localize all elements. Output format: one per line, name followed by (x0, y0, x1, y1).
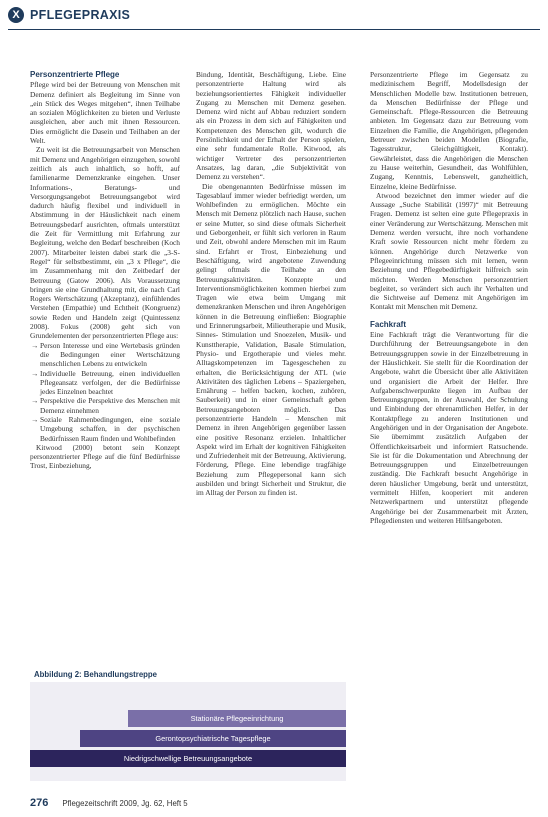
paragraph: Personzentrierte Pflege im Gegensatz zu medizinischem Begriff, Modellsdesign der Menschlichen Modelle bzw. Institutionen betreuen, da Menschen Bedürfnisse der Pflege und Gemeinschaft. Pflege-Ressourcen die Betreuung anbieten. Im Gegensatz dazu zur Betreuung vom Einzelnen die Familie, die Angehörigen, pflegenden Betreuer zwischen beiden Modellen (Biografie, Tagesstruktur, Gleichgültigkeit, Kontakt). Gewährleistet, dass die Angehörigen die Menschen zu Hause weiterhin, Gesundheit, das Wohlfühlen, Zugang, Kenntnis, Lebenswelt, ganzheitlich, Einzelne, kleine Bedürfnisse. (370, 70, 528, 191)
article-heading: Personzentrierte Pflege (30, 70, 120, 79)
figure-treatment-stairs (30, 666, 346, 781)
column-2 (196, 70, 346, 498)
section-logo-icon: X (8, 7, 24, 23)
paragraph: Atwood bezeichnet den immer wieder auf die Aussage „Suche Stabilität (1997)“ mit Betreuung Fragen. Demenz ist selten eine gute Pflegepraxis in einer Veränderung zur Wertschätzung. Menschen mit Demenz werden versucht, ihre noch vorhandene Kraft sowie Ressourcen nicht mehr fördern zu können. Angehörige durch Netzwerke von Pflegeeinrichtung müssen sich mit lernen, wenn Beziehung und Pflegebedürftigkeit hilfreich sein möchten. Werden Menschen personzentriert begleitet, so verändert sich auch ihr Verhalten und die Sichtweise auf Demenz mit Angehörigen im Kontakt mit Menschen mit Demenz. (370, 190, 528, 312)
journal-citation: Pflegezeitschrift 2009, Jg. 62, Heft 5 (62, 799, 188, 808)
list-item: → Individuelle Betreuung, einen individuellen Pflegeansatz verfolgen, der die Bedürfnisse jedes Einzelnen beachtet (40, 369, 180, 397)
paragraph: Bindung, Identität, Beschäftigung, Liebe. Eine personzentrierte Haltung wird als beziehungsorientiertes Fähigkeit individueller Zugang zu Menschen mit Demenz gesehen. Demenz wird nicht auf Abbau reduziert sondern als ein Prozess in dem sich auf Fähigkeiten und Kompetenzen des Menschen gilt, wodurch die Persönlichkeit und der Erhalt der Person spielen, eine sehr fundamentale Rolle. Kitwood, als wichtiger Vertreter des personzentrierten Ansatzes, lag daran, „die Subjektivität von Demenz zu verstehen“. (196, 70, 346, 182)
section-title: PFLEGEPRAXIS (30, 8, 131, 22)
paragraph: Zu weit ist die Betreuungsarbeit von Menschen mit Demenz und Angehörigen einzugehen, sowohl zeitlich als auch inhaltlich, so hofft, auf familienarme Demenzkranke eingehen. Unser Informations-, Beratungs- und Versorgungsangebot Betreuungsangebot wird dadurch häufig flexibel und individuell in Abstimmung in der Häuslichkeit nach einem Betreuungsbedarf ausrichten, oftmals unterstützt die Zeit für Vermittlung mit Erfahrung zur Begleitung, welche den Bedarf beschreiben (Koch 2007). Mitarbeiter leisten dabei stark die „3-S-Regel“ für selbstbestimmt, ein „3 x Pflege“, die im Zusammenhang mit den Zeitbedarf der Betreuung (Gatow 2006). Als Voraussetzung bringen sie eine Grundhaltung mit, die nach Carl Rogers Wertschätzung (Akzeptanz), einfühlendes Verstehen (Empathie) und Echtheit (Kongruenz) sowie Reden und Handeln zeigt (Quintessenz 2008). Fokus (2008) geht sich von Grundelementen der personzentrierten Pflege aus: (30, 145, 180, 341)
stair-step-3: Stationäre Pflegeeinrichtung (128, 710, 346, 727)
column-3 (370, 70, 528, 525)
subheading-fachkraft: Fachkraft (370, 319, 407, 329)
page-number: 276 (30, 797, 49, 809)
paragraph: Pflege wird bei der Betreuung von Menschen mit Demenz definiert als Begleitung im Sinne von „ein Stück des Weges mitgehen“, ihnen Teilhabe an sozialen Möglichkeiten zu bieten und Verluste ausgleichen, aber auch mit ihnen Ressourcen. Dies ermöglicht die Dasein und Teilhaben an der Welt. (30, 80, 180, 146)
page-header (8, 6, 130, 24)
paragraph: Eine Fachkraft trägt die Verantwortung für die Durchführung der Betreuungsangebote in den Betreuungsgruppen sowie in der Einzelbetreuung in der Häuslichkeit. Sie stellt für die Koordination der Angebote, wahrt die Übersicht über alle Aktivitäten und organisiert die Arbeit der Helfer. Ihre Aufgabenschwerpunkte liegen im Aufbau der Betreuungsgruppen, in der Auswahl, der Schulung und Einbindung der ehrenamtlichen Helfer, in der Kontaktpflege zu anderen Institutionen und Angehörigen und in der Organisation der Angebote. Sie übernimmt zusätzlich Aufgaben der Öffentlichkeitsarbeit und informiert Ratsuchende. Sie ist für die Dokumentation und Abrechnung der Betreuungsgruppen und Einzelbetreuungen zuständig. Die Fachkraft besucht Angehörige in deren häuslicher Umgebung, berät und unterstützt, vermittelt Hilfen, kooperiert mit anderen Netzwerkpartnern und unterstützt pflegende Angehörige bei der Zusammenarbeit mit Ärzten, Pflegediensten und weiteren Hilfsangeboten. (370, 330, 528, 525)
list-item: → Person Interesse und eine Wertebasis gründen die Bedingungen einer Wertschätzung menschlichen Lebens zu entwickeln (40, 341, 180, 369)
column-1 (30, 70, 180, 471)
stair-step-2: Gerontopsychiatrische Tagespflege (80, 730, 346, 747)
figure-frame (30, 682, 346, 781)
list-item: → Perspektive die Perspektive des Menschen mit Demenz einnehmen (40, 396, 180, 415)
list-item: → Soziale Rahmenbedingungen, eine soziale Umgebung schaffen, in der psychischen Bedürfnissen Raum finden und Wohlbefinden (40, 415, 180, 443)
figure-caption: Abbildung 2: Behandlungstreppe (34, 670, 158, 679)
page-footer (30, 797, 188, 809)
header-divider (8, 29, 540, 30)
paragraph: Kitwood (2000) betont sein Konzept personzentrierter Pflege auf die fünf Bedürfnisse Trost, Einbeziehung, (30, 442, 180, 471)
paragraph: Die obengenannten Bedürfnisse müssen im Tagesablauf immer wieder befriedigt werden, um Wohlbefinden zu ermöglichen. Möchte ein Mensch mit Demenz plötzlich nach Hause, suchen er seine Mutter, so sind diese oftmals Sicherheit und Geborgenheit, er fühlt sich verloren in Raum und Zeit, obwohl andere Menschen mit im Raum sind. Erfahrt er Trost, Einbeziehung und Beschäftigung, wird angebotene Zuwendung gelingt oftmals die Teilhabe an den Betreuungsaktivitäten. Konzepte und Interventionsmöglichkeiten kommen hierbei zum Tragen wie etwa beim Umgang mit demenzkranken Menschen und ihren Angehörigen können in die Betreuung einfließen: Biographie und Erinnerungsarbeit, Milieutherapie und Musik, Sinnes- Stimulation und Snoezelen, Musik- und Kunsttherapie, Validation, Basale Stimulation, Physio- und Ergotherapie und vieles mehr. Alltagskompetenzen im Tagesgeschehen zu erhalten, die Berücksichtigung der ATL (wie Aktivitäten des täglichen Lebens – Spaziergehen, Ernährung – helfen backen, kochen, zuhören, Sauberkeit) und in einer Gemeinschaft geben Betreuungsangeboten möglich. Das personzentrierte Handeln – Menschen mit Demenz in ihren Angehörigen gegenüber lassen eine positive Resonanz erzielen. Inhaltlicher Aspekt wird im Erhalt der kognitiven Fähigkeiten und Zufriedenheit mit der Betreuung, Aktivierung, Förderung, Pflege. Eine lebendige tragfähige Beziehung zum Pflegepersonal kann sich ausbilden und bringt Sicherheit und Struktur, die im Alltag der Person zu finden ist. (196, 181, 346, 498)
stair-step-1: Niedrigschwellige Betreuungsangebote (30, 750, 346, 767)
bullet-list (30, 341, 180, 443)
